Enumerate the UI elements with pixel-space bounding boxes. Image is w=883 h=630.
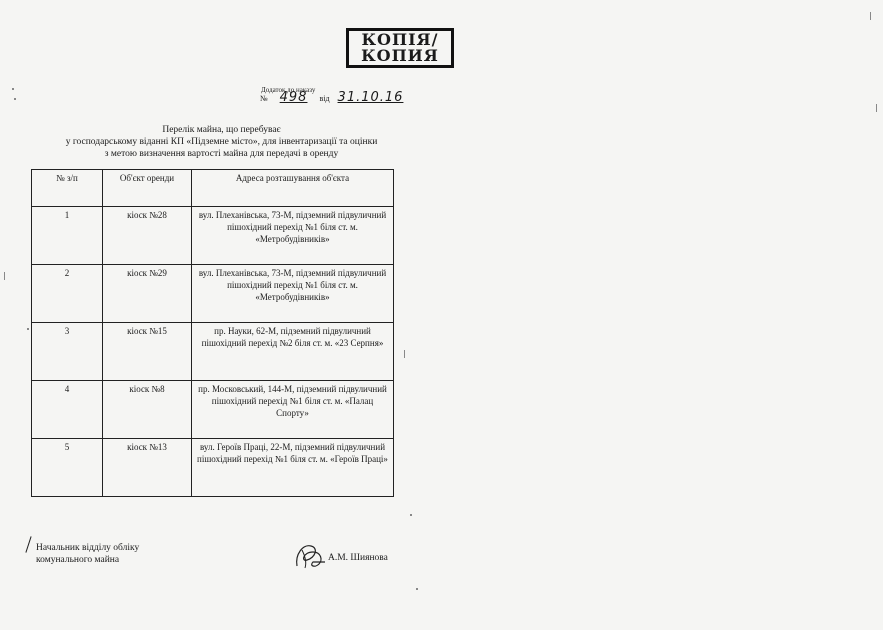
- table-row: [32, 207, 394, 265]
- row-address: вул. Героїв Праці, 22-М, підземний підвуличний пішохідний перехід №1 біля ст. м. «Героїв Праці»: [192, 439, 394, 497]
- row-object: кіоск №28: [103, 207, 192, 265]
- appendix-note: [260, 86, 403, 103]
- row-number: 2: [32, 265, 103, 323]
- header-number: № з/п: [32, 170, 103, 207]
- table-row: [32, 323, 394, 381]
- stamp-line-2: КОПИЯ: [361, 46, 439, 65]
- row-object: кіоск №8: [103, 381, 192, 439]
- scan-speck: [4, 272, 5, 280]
- document-title: [30, 124, 413, 160]
- row-object: кіоск №29: [103, 265, 192, 323]
- row-address: вул. Плеханівська, 73-М, підземний підвуличний пішохідний перехід №1 біля ст. м. «Метробудівників»: [192, 265, 394, 323]
- row-number: 1: [32, 207, 103, 265]
- row-address: вул. Плеханівська, 73-М, підземний підвуличний пішохідний перехід №1 біля ст. м. «Метробудівників»: [192, 207, 394, 265]
- copy-stamp: [346, 28, 454, 68]
- appendix-label: Додаток до наказу: [261, 86, 316, 94]
- row-number: 4: [32, 381, 103, 439]
- row-number: 5: [32, 439, 103, 497]
- handwritten-signature: [293, 540, 327, 570]
- table-row: [32, 381, 394, 439]
- stamp-line-1: КОПІЯ/: [361, 30, 439, 49]
- header-object: Об'єкт оренди: [103, 170, 192, 207]
- scan-speck: [12, 88, 14, 90]
- number-prefix: №: [260, 94, 268, 103]
- title-line-2: у господарському віданні КП «Підземне місто», для інвентаризації та оцінки: [65, 137, 378, 147]
- title-line-1: Перелік майна, що перебуває: [162, 125, 281, 135]
- scan-speck: [14, 98, 16, 100]
- date-prefix: від: [319, 94, 330, 103]
- scan-speck: [876, 104, 877, 112]
- row-object: кіоск №15: [103, 323, 192, 381]
- table-row: [32, 439, 394, 497]
- margin-mark: [25, 536, 31, 552]
- title-line-3: з метою визначення вартості майна для передачі в оренду: [104, 149, 339, 159]
- row-address: пр. Московський, 144-М, підземний підвуличний пішохідний перехід №1 біля ст. м. «Палац Спорту»: [192, 381, 394, 439]
- row-address: пр. Науки, 62-М, підземний підвуличний пішохідний перехід №2 біля ст. м. «23 Серпня»: [192, 323, 394, 381]
- signer-name: А.М. Шиянова: [328, 553, 388, 563]
- scan-speck: [27, 328, 29, 330]
- signer-position: [36, 542, 139, 566]
- scan-speck: [404, 350, 405, 358]
- row-object: кіоск №13: [103, 439, 192, 497]
- order-number: 498: [279, 90, 308, 105]
- table-header-row: [32, 170, 394, 207]
- position-line-2: комунального майна: [36, 555, 120, 565]
- row-number: 3: [32, 323, 103, 381]
- order-date: 31.10.16: [337, 90, 404, 105]
- scan-speck: [416, 588, 418, 590]
- table-row: [32, 265, 394, 323]
- property-table: [31, 169, 394, 497]
- position-line-1: Начальник відділу обліку: [36, 543, 140, 553]
- scan-speck: [870, 12, 871, 20]
- header-address: Адреса розташування об'єкта: [192, 170, 394, 207]
- scan-speck: [410, 514, 412, 516]
